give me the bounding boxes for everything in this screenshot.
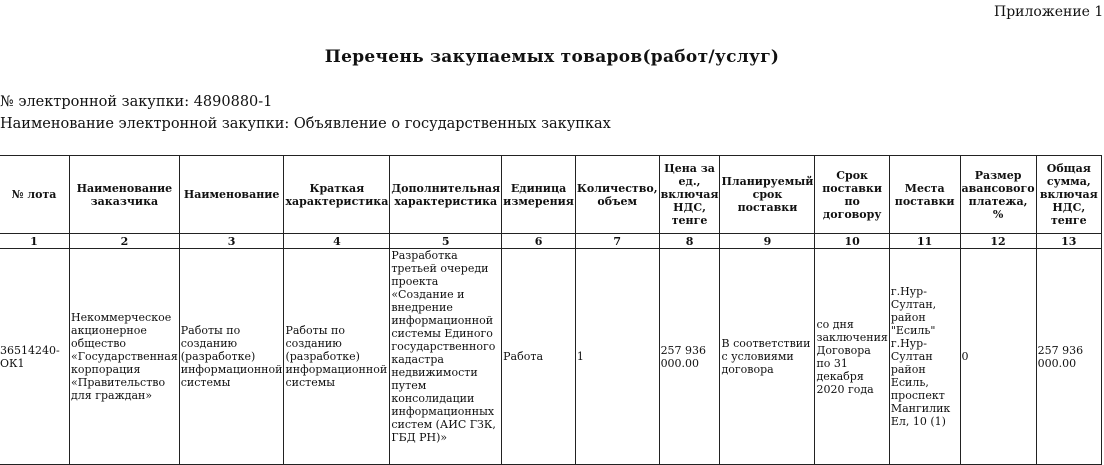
column-number: 11 [889, 234, 960, 249]
cell-total-amount: 257 936 000.00 [1036, 249, 1101, 465]
header-total-amount: Общая сумма, включая НДС, тенге [1036, 156, 1101, 234]
header-delivery-place: Места поставки [889, 156, 960, 234]
document-title: Перечень закупаемых товаров(работ/услуг) [324, 47, 780, 67]
cell-delivery-place: г.Нур-Султан, район "Есиль" г.Нур-Султан район Есиль, проспект Мангилик Ел, 10 (1) [889, 249, 960, 465]
header-short-description: Краткая характеристика [284, 156, 390, 234]
header-unit: Единица измерения [502, 156, 576, 234]
cell-short-description: Работы по созданию (разработке) информационной системы [284, 249, 390, 465]
header-name: Наименование [179, 156, 284, 234]
header-additional-description: Дополнительная характеристика [390, 156, 502, 234]
cell-planned-delivery: В соответствии с условиями договора [720, 249, 815, 465]
header-lot-number: № лота [0, 156, 70, 234]
cell-additional-description: Разработка третьей очереди проекта «Создание и внедрение информационной системы Единого государственного кадастра недвижимости путем консолидации информационных систем (АИС ГЗК, ГБД РН)» [390, 249, 502, 465]
purchase-number: № электронной закупки: 4890880-1 [0, 94, 273, 110]
header-customer: Наименование заказчика [70, 156, 180, 234]
column-number: 4 [284, 234, 390, 249]
header-unit-price: Цена за ед., включая НДС, тенге [659, 156, 720, 234]
header-advance-percent: Размер авансового платежа, % [960, 156, 1036, 234]
column-number: 10 [815, 234, 889, 249]
column-number: 1 [0, 234, 70, 249]
cell-advance-percent: 0 [960, 249, 1036, 465]
cell-quantity: 1 [575, 249, 659, 465]
column-number: 8 [659, 234, 720, 249]
column-number: 3 [179, 234, 284, 249]
column-number: 2 [70, 234, 180, 249]
cell-contract-delivery: со дня заключения Договора по 31 декабря 2020 года [815, 249, 889, 465]
table-row [0, 249, 1102, 465]
cell-lot-number: 36514240-ОК1 [0, 249, 70, 465]
purchase-name: Наименование электронной закупки: Объявление о государственных закупках [0, 116, 611, 132]
cell-unit: Работа [502, 249, 576, 465]
table-header-row [0, 156, 1102, 234]
column-number: 5 [390, 234, 502, 249]
column-number: 7 [575, 234, 659, 249]
header-planned-delivery: Планируемый срок поставки [720, 156, 815, 234]
cell-name: Работы по созданию (разработке) информационной системы [179, 249, 284, 465]
header-contract-delivery: Срок поставки по договору [815, 156, 889, 234]
column-number: 12 [960, 234, 1036, 249]
header-quantity: Количество, объем [575, 156, 659, 234]
column-number: 6 [502, 234, 576, 249]
column-number: 13 [1036, 234, 1101, 249]
appendix-label: Приложение 1 [994, 4, 1104, 20]
lots-table [0, 155, 1102, 465]
cell-unit-price: 257 936 000.00 [659, 249, 720, 465]
column-number-row [0, 234, 1102, 249]
column-number: 9 [720, 234, 815, 249]
cell-customer: Некоммерческое акционерное общество «Государственная корпорация «Правительство для граждан» [70, 249, 180, 465]
